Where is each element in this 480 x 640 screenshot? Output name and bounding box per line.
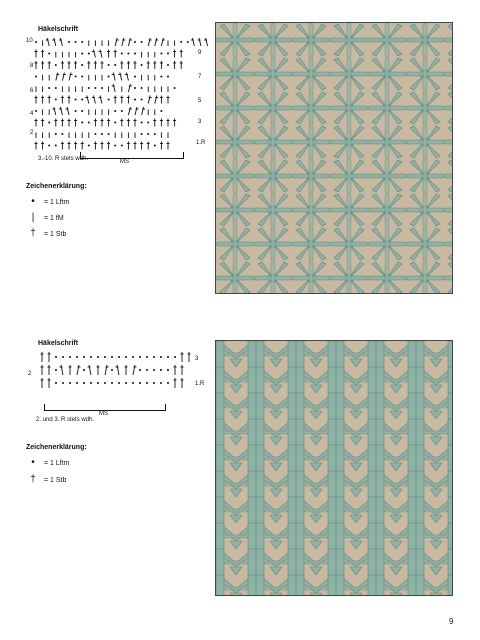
chain-stitch-mark xyxy=(108,133,110,135)
double-crochet-mark xyxy=(128,107,130,115)
double-crochet-symbol: † xyxy=(30,474,36,485)
chain-stitch-mark xyxy=(134,41,136,43)
chain-stitch-mark xyxy=(76,356,78,358)
row-number: 1.R xyxy=(196,140,206,146)
chain-stitch-mark xyxy=(55,145,57,147)
double-crochet-mark xyxy=(54,107,56,115)
chain-stitch-mark xyxy=(146,382,148,384)
legend-title: Zeichenerklärung: xyxy=(26,444,87,451)
chain-stitch-mark xyxy=(88,145,90,147)
chain-stitch-mark xyxy=(146,369,148,371)
chain-stitch-mark xyxy=(153,356,155,358)
chain-stitch-mark xyxy=(69,356,71,358)
chain-stitch-mark xyxy=(101,133,103,135)
repeat-note: 3.-10. R stets wdh. xyxy=(38,156,89,162)
crochet-swatch-photo-1 xyxy=(215,22,453,294)
chain-stitch-mark xyxy=(75,99,77,101)
chain-stitch-mark xyxy=(108,64,110,66)
chain-stitch-mark xyxy=(132,382,134,384)
chain-stitch-mark xyxy=(160,76,162,78)
chain-stitch-mark xyxy=(167,369,169,371)
chain-stitch-mark xyxy=(48,122,50,124)
double-crochet-mark xyxy=(77,365,79,375)
legend-item xyxy=(28,459,69,467)
ms-label: MS xyxy=(120,159,129,165)
double-crochet-mark xyxy=(93,50,95,58)
chain-stitch-mark xyxy=(104,382,106,384)
chain-stitch-mark xyxy=(139,382,141,384)
row-number: 2 xyxy=(30,130,34,136)
chain-stitch-symbol: • xyxy=(31,196,35,207)
crochet-swatch-photo-2 xyxy=(215,340,453,596)
chain-stitch-mark xyxy=(160,110,162,112)
ms-bracket xyxy=(80,152,184,159)
chain-stitch-mark xyxy=(134,87,136,89)
chain-stitch-mark xyxy=(61,133,63,135)
chain-stitch-mark xyxy=(160,356,162,358)
chain-stitch-mark xyxy=(75,110,77,112)
chain-stitch-mark xyxy=(141,64,143,66)
chain-stitch-mark xyxy=(160,53,162,55)
double-crochet-mark xyxy=(148,96,150,104)
chart-title-1: Häkelschrift xyxy=(38,26,79,33)
double-crochet-mark xyxy=(61,365,63,375)
chain-stitch-mark xyxy=(111,356,113,358)
chain-stitch-mark xyxy=(111,382,113,384)
row-number: 2 xyxy=(28,371,32,377)
page-number: 9 xyxy=(449,617,454,626)
row-number: 3 xyxy=(195,356,199,362)
double-crochet-mark xyxy=(47,38,49,46)
double-crochet-mark xyxy=(113,73,115,81)
chain-stitch-mark xyxy=(153,382,155,384)
chain-stitch-mark xyxy=(147,133,149,135)
chain-stitch-mark xyxy=(125,356,127,358)
crochet-chart-1 xyxy=(22,36,212,170)
row-number: 8 xyxy=(30,63,34,69)
double-crochet-mark xyxy=(120,73,122,81)
chart-title-2: Häkelschrift xyxy=(38,340,79,347)
double-crochet-mark xyxy=(142,107,144,115)
chain-stitch-mark xyxy=(35,41,37,43)
chain-stitch-mark xyxy=(167,76,169,78)
chain-stitch-mark xyxy=(35,76,37,78)
double-crochet-mark xyxy=(60,107,62,115)
chain-stitch-mark xyxy=(48,53,50,55)
chain-stitch-mark xyxy=(75,76,77,78)
chain-stitch-mark xyxy=(141,41,143,43)
row-number: 1.R xyxy=(195,381,205,387)
legend-text: = 1 fM xyxy=(44,214,64,222)
chain-stitch-mark xyxy=(114,145,116,147)
chain-stitch-mark xyxy=(94,133,96,135)
row-number: 3 xyxy=(198,119,202,125)
chain-stitch-mark xyxy=(55,369,57,371)
chain-stitch-mark xyxy=(141,133,143,135)
chain-stitch-mark xyxy=(97,382,99,384)
chain-stitch-mark xyxy=(101,87,103,89)
chain-stitch-mark xyxy=(180,41,182,43)
chain-stitch-mark xyxy=(121,145,123,147)
chain-stitch-mark xyxy=(187,41,189,43)
chain-stitch-mark xyxy=(127,53,129,55)
chain-stitch-mark xyxy=(114,64,116,66)
chain-stitch-mark xyxy=(69,382,71,384)
double-crochet-mark xyxy=(128,38,130,46)
double-crochet-mark xyxy=(206,38,208,46)
double-crochet-mark xyxy=(133,365,135,375)
chain-stitch-mark xyxy=(174,356,176,358)
row-number: 5 xyxy=(198,98,202,104)
double-crochet-mark xyxy=(122,38,124,46)
legend-item xyxy=(28,476,66,484)
double-crochet-mark xyxy=(148,38,150,46)
ms-label: MS xyxy=(99,411,108,417)
chain-stitch-mark xyxy=(134,53,136,55)
double-crochet-mark xyxy=(56,73,58,81)
chain-stitch-mark xyxy=(35,110,37,112)
double-crochet-mark xyxy=(192,38,194,46)
double-crochet-mark xyxy=(126,73,128,81)
chain-stitch-mark xyxy=(55,64,57,66)
chain-stitch-mark xyxy=(167,64,169,66)
chain-stitch-mark xyxy=(139,369,141,371)
chain-stitch-mark xyxy=(118,382,120,384)
chain-stitch-mark xyxy=(81,122,83,124)
double-crochet-mark xyxy=(100,96,102,104)
double-crochet-mark xyxy=(105,365,107,375)
chain-stitch-mark xyxy=(139,356,141,358)
chain-stitch-mark xyxy=(141,87,143,89)
double-crochet-mark xyxy=(199,38,201,46)
chain-stitch-mark xyxy=(55,382,57,384)
double-crochet-mark xyxy=(69,73,71,81)
chain-stitch-mark xyxy=(167,382,169,384)
chain-stitch-mark xyxy=(141,99,143,101)
chain-stitch-mark xyxy=(108,76,110,78)
double-crochet-mark xyxy=(113,84,115,92)
chain-stitch-mark xyxy=(81,64,83,66)
row-number: 9 xyxy=(198,50,202,56)
chain-stitch-mark xyxy=(62,382,64,384)
double-crochet-mark xyxy=(155,96,157,104)
row-number: 10 xyxy=(26,38,33,44)
legend-item xyxy=(28,198,69,206)
chain-stitch-mark xyxy=(83,356,85,358)
double-crochet-mark xyxy=(87,96,89,104)
chain-stitch-mark xyxy=(83,382,85,384)
chain-stitch-mark xyxy=(108,99,110,101)
chain-stitch-mark xyxy=(88,122,90,124)
double-crochet-mark xyxy=(93,96,95,104)
chain-stitch-mark xyxy=(81,53,83,55)
double-crochet-mark xyxy=(89,365,91,375)
double-crochet-symbol: † xyxy=(30,228,36,239)
ms-bracket xyxy=(44,404,166,411)
chain-stitch-mark xyxy=(94,87,96,89)
chain-stitch-mark xyxy=(125,382,127,384)
chain-stitch-mark xyxy=(55,356,57,358)
chain-stitch-mark xyxy=(81,41,83,43)
row-number: 7 xyxy=(198,74,202,80)
chain-stitch-mark xyxy=(90,356,92,358)
row-number: 4 xyxy=(30,111,34,117)
chain-stitch-mark xyxy=(88,87,90,89)
legend-text: = 1 Lftm xyxy=(44,198,70,206)
chain-stitch-mark xyxy=(55,99,57,101)
chain-stitch-symbol: • xyxy=(31,457,35,468)
double-crochet-mark xyxy=(128,84,130,92)
chain-stitch-mark xyxy=(160,382,162,384)
legend-item xyxy=(28,230,66,238)
single-crochet-symbol: | xyxy=(31,212,35,223)
chain-stitch-mark xyxy=(174,87,176,89)
legend-text: = 1 Stb xyxy=(44,230,67,238)
chain-stitch-mark xyxy=(114,122,116,124)
chain-stitch-mark xyxy=(118,356,120,358)
double-crochet-mark xyxy=(115,38,117,46)
chain-stitch-mark xyxy=(83,369,85,371)
chain-stitch-mark xyxy=(81,99,83,101)
chain-stitch-mark xyxy=(68,41,70,43)
chain-stitch-mark xyxy=(147,122,149,124)
double-crochet-mark xyxy=(67,107,69,115)
chain-stitch-mark xyxy=(167,53,169,55)
chain-stitch-mark xyxy=(104,356,106,358)
chain-stitch-mark xyxy=(88,53,90,55)
chain-stitch-mark xyxy=(76,382,78,384)
chain-stitch-mark xyxy=(132,356,134,358)
repeat-note: 2. und 3. R stets wdh. xyxy=(36,417,95,423)
chain-stitch-mark xyxy=(111,369,113,371)
chain-stitch-mark xyxy=(55,133,57,135)
chain-stitch-mark xyxy=(121,53,123,55)
chain-stitch-mark xyxy=(81,76,83,78)
double-crochet-mark xyxy=(117,365,119,375)
chain-stitch-mark xyxy=(160,369,162,371)
legend-text: = 1 Stb xyxy=(44,476,67,484)
chain-stitch-mark xyxy=(55,87,57,89)
double-crochet-mark xyxy=(60,38,62,46)
chain-stitch-mark xyxy=(154,145,156,147)
double-crochet-mark xyxy=(161,38,163,46)
double-crochet-mark xyxy=(100,50,102,58)
legend-item xyxy=(28,214,64,222)
chain-stitch-mark xyxy=(114,110,116,112)
chain-stitch-mark xyxy=(167,356,169,358)
chain-stitch-mark xyxy=(121,110,123,112)
row-number: 6 xyxy=(30,88,34,94)
legend-text: = 1 Lftm xyxy=(44,459,70,467)
chain-stitch-mark xyxy=(154,133,156,135)
legend-title: Zeichenerklärung: xyxy=(26,183,87,190)
chain-stitch-mark xyxy=(97,356,99,358)
chain-stitch-mark xyxy=(146,356,148,358)
chain-stitch-mark xyxy=(48,87,50,89)
chain-stitch-mark xyxy=(75,41,77,43)
double-crochet-mark xyxy=(155,38,157,46)
chain-stitch-mark xyxy=(48,145,50,147)
chain-stitch-mark xyxy=(141,122,143,124)
double-crochet-mark xyxy=(135,107,137,115)
double-crochet-mark xyxy=(62,73,64,81)
double-crochet-mark xyxy=(54,38,56,46)
chain-stitch-mark xyxy=(153,369,155,371)
chain-stitch-mark xyxy=(90,382,92,384)
crochet-chart-2 xyxy=(36,350,199,394)
chain-stitch-mark xyxy=(81,110,83,112)
chain-stitch-mark xyxy=(62,356,64,358)
chain-stitch-mark xyxy=(134,99,136,101)
chain-stitch-mark xyxy=(134,76,136,78)
